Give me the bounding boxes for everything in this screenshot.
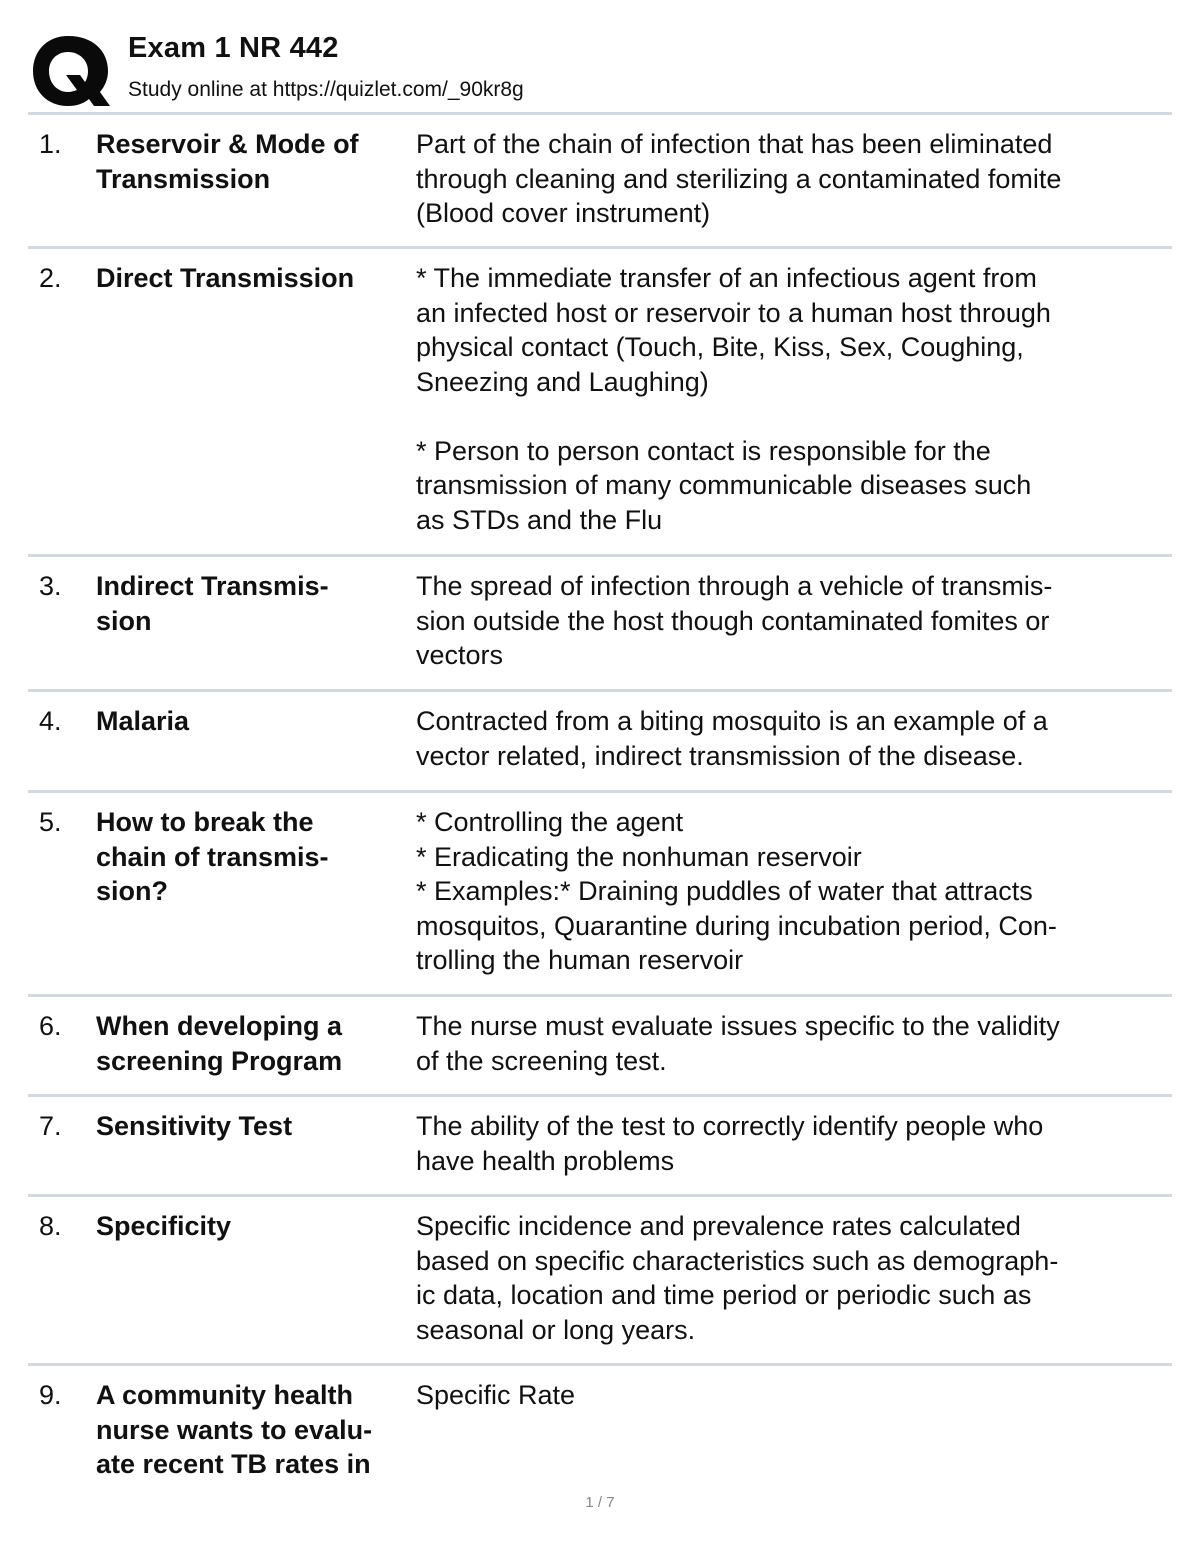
card-definition: * Controlling the agent * Eradicating the nonhuman reservoir * Examples:* Draining puddles of water that attracts mosquitos, Quarantine during incubation period, Con- trolling the human reservoir xyxy=(416,807,1057,975)
flashcard-row xyxy=(28,994,1172,1094)
card-term: Sensitivity Test xyxy=(96,1111,293,1141)
quizlet-q-logo-icon xyxy=(30,30,114,114)
card-number: 3. xyxy=(39,571,62,601)
flashcard-row xyxy=(28,1363,1172,1488)
flashcard-row xyxy=(28,790,1172,994)
card-number: 1. xyxy=(39,129,62,159)
flashcard-row xyxy=(28,554,1172,689)
page-indicator: 1 / 7 xyxy=(585,1494,615,1511)
card-term: Malaria xyxy=(96,706,190,736)
flashcard-list xyxy=(28,112,1172,1488)
card-number: 4. xyxy=(39,706,62,736)
card-term: When developing a screening Program xyxy=(96,1011,343,1076)
card-definition: Specific Rate xyxy=(416,1380,576,1410)
document-header xyxy=(28,26,1172,110)
study-online-link[interactable]: Study online at https://quizlet.com/_90kr8g xyxy=(128,78,524,101)
card-definition: Contracted from a biting mosquito is an example of a vector related, indirect transmission of the disease. xyxy=(416,706,1048,771)
card-number: 2. xyxy=(39,263,62,293)
card-definition: The nurse must evaluate issues specific to the validity of the screening test. xyxy=(416,1011,1060,1076)
card-term: Indirect Transmis- sion xyxy=(96,571,329,636)
flashcard-row xyxy=(28,112,1172,246)
card-number: 8. xyxy=(39,1211,62,1241)
card-definition: Specific incidence and prevalence rates calculated based on specific characteristics such as demograph- ic data, location and time period or periodic such as seasonal or long years. xyxy=(416,1211,1059,1345)
card-term: A community health nurse wants to evalu- ate recent TB rates in xyxy=(96,1380,373,1479)
card-definition: The spread of infection through a vehicle of transmis- sion outside the host though contaminated fomites or vectors xyxy=(416,571,1053,670)
card-number: 6. xyxy=(39,1011,62,1041)
card-definition: Part of the chain of infection that has been eliminated through cleaning and sterilizing a contaminated fomite (Blood cover instrument) xyxy=(416,129,1062,228)
flashcard-row xyxy=(28,246,1172,554)
flashcard-row xyxy=(28,1094,1172,1194)
flashcard-row xyxy=(28,1194,1172,1363)
card-term: Specificity xyxy=(96,1211,232,1241)
card-number: 9. xyxy=(39,1380,62,1410)
card-term: Direct Transmission xyxy=(96,263,355,293)
card-definition: * The immediate transfer of an infectious agent from an infected host or reservoir to a human host through physical contact (Touch, Bite, Kiss, Sex, Coughing, Sneezing and Laughing) * Person to person contact is responsible for the transmission of many communicable diseases such as STDs and the Flu xyxy=(416,263,1051,535)
card-term: How to break the chain of transmis- sion? xyxy=(96,807,329,906)
card-number: 5. xyxy=(39,807,62,837)
card-term: Reservoir & Mode of Transmission xyxy=(96,129,359,194)
page-title: Exam 1 NR 442 xyxy=(128,32,339,64)
card-number: 7. xyxy=(39,1111,62,1141)
card-definition: The ability of the test to correctly identify people who have health problems xyxy=(416,1111,1044,1176)
flashcard-row xyxy=(28,689,1172,790)
